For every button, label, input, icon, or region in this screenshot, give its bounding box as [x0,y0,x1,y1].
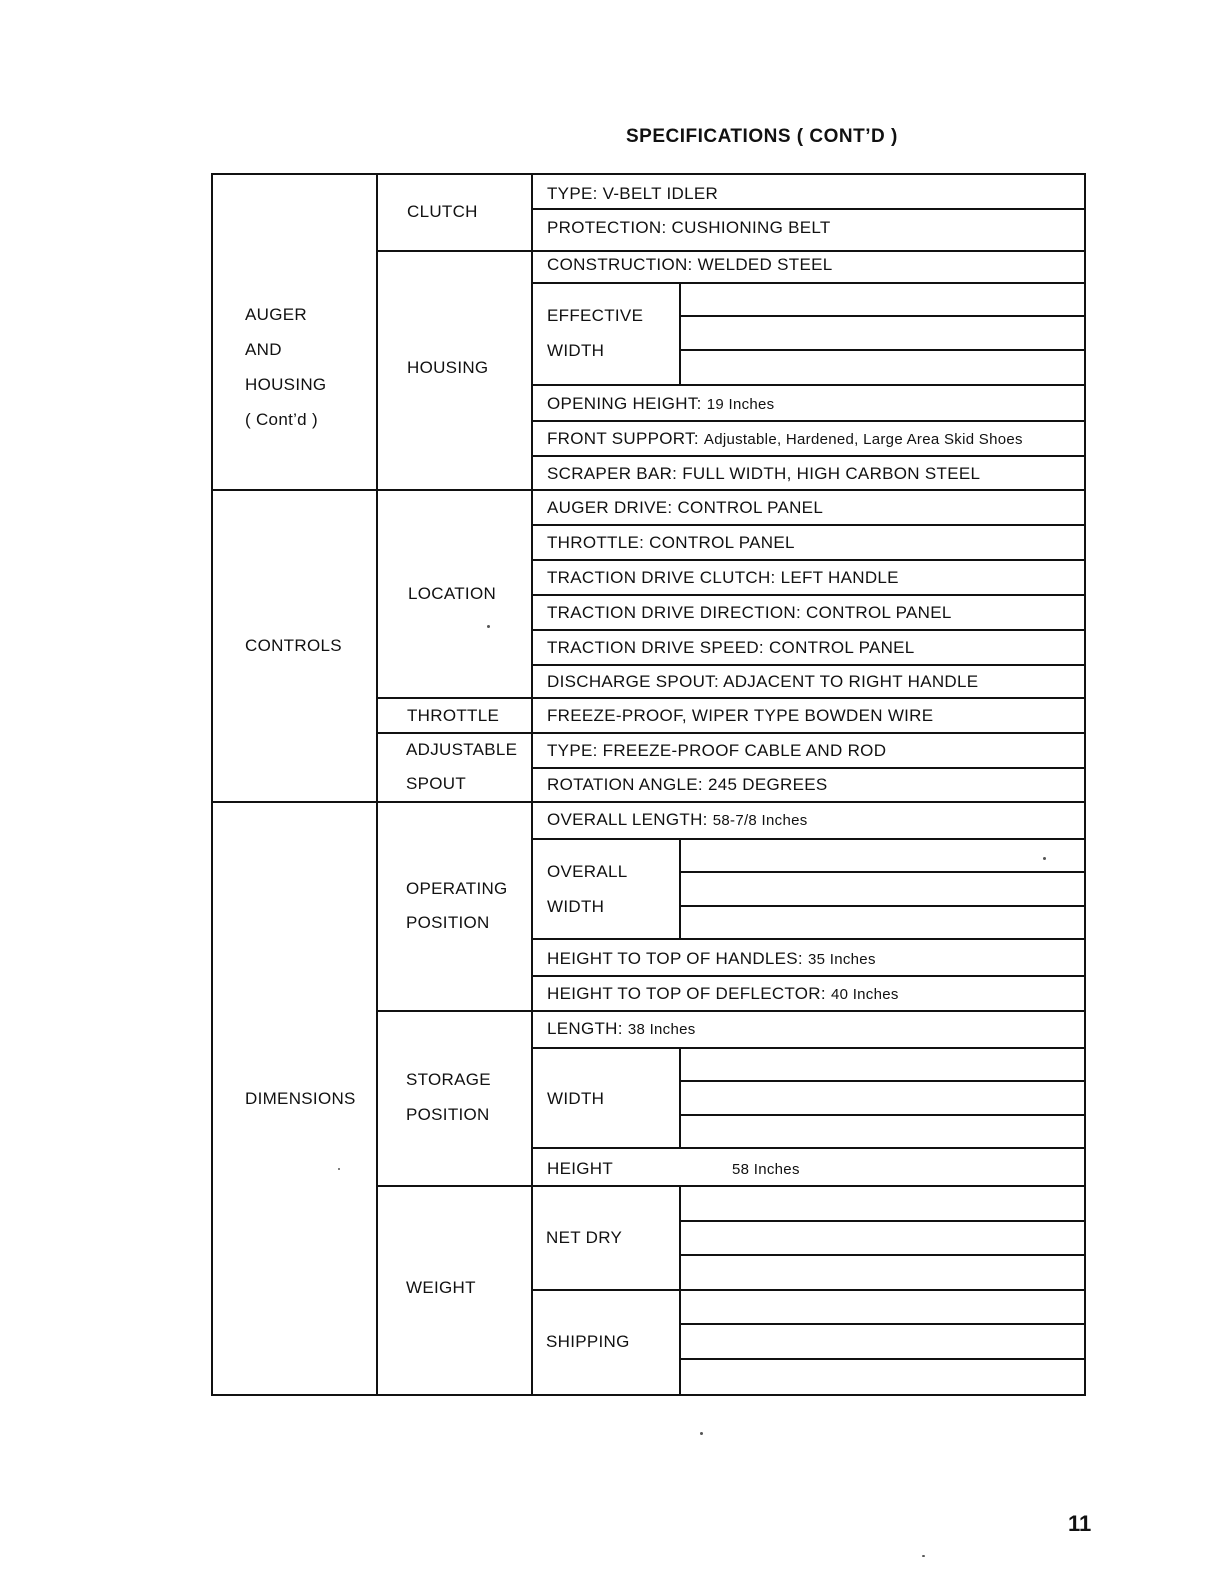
spec-height-handles [547,949,876,970]
spec-overall-length-value: 58-7/8 Inches [712,812,808,829]
subgroup-weight: WEIGHT [406,1278,476,1297]
spec-storage-length [547,1019,696,1040]
spec-shipping: SHIPPING [546,1332,630,1351]
group-label-contd: ( Cont’d ) [245,410,318,429]
subgroup-operating: OPERATING [406,879,508,898]
row-divider [531,594,1086,596]
row-divider [531,559,1086,561]
row-divider [679,871,1084,873]
spec-opening-height [547,394,774,415]
subgroup-location: LOCATION [408,584,497,603]
row-divider [679,1220,1084,1222]
row-divider [531,1047,1086,1049]
row-divider [531,838,1086,840]
spec-scraper-bar: SCRAPER BAR: FULL WIDTH, HIGH CARBON STEEL [547,464,981,483]
group-label-and: AND [245,340,282,359]
subgroup-divider-spout [376,732,1086,734]
subgroup-divider-weight [376,1185,1086,1187]
spec-height-deflector-value: 40 Inches [830,986,899,1003]
group-divider-controls [211,489,1086,491]
spec-overall-width: WIDTH [547,897,605,916]
subgroup-divider-housing [376,250,1086,252]
row-divider [531,524,1086,526]
row-divider [531,455,1086,457]
spec-height-deflector-label: HEIGHT TO TOP OF DEFLECTOR: [547,984,826,1003]
spec-discharge-spout: DISCHARGE SPOUT: ADJACENT TO RIGHT HANDLE [547,672,979,691]
row-divider [679,1358,1084,1360]
spec-storage-height-label: HEIGHT [547,1159,614,1178]
subgroup-clutch: CLUTCH [407,202,478,221]
spec-storage-length-label: LENGTH: [547,1019,623,1038]
spec-throttle-location: THROTTLE: CONTROL PANEL [547,533,795,552]
effective-width-divider [679,282,681,384]
row-divider [531,664,1086,666]
table-col-divider-2 [531,173,533,1396]
subgroup-storage-position: POSITION [406,1105,490,1124]
spec-height-deflector [547,984,899,1005]
group-label-controls: CONTROLS [245,636,342,655]
row-divider [531,629,1086,631]
row-divider [679,1080,1084,1082]
spec-height-handles-value: 35 Inches [808,951,876,968]
spec-storage-width: WIDTH [547,1089,605,1108]
spec-opening-height-label: OPENING HEIGHT: [547,394,702,413]
row-divider [679,1114,1084,1116]
row-divider [531,420,1086,422]
subgroup-divider-throttle [376,697,1086,699]
spec-spout-rotation: ROTATION ANGLE: 245 DEGREES [547,775,828,794]
spec-traction-direction: TRACTION DRIVE DIRECTION: CONTROL PANEL [547,603,952,622]
row-divider [679,1254,1084,1256]
row-divider [531,1147,1086,1149]
subgroup-spout: SPOUT [406,774,467,793]
row-divider [531,208,1086,210]
spec-overall-length [547,810,808,831]
row-divider [679,349,1084,351]
spec-auger-drive: AUGER DRIVE: CONTROL PANEL [547,498,824,517]
row-divider [531,1289,1086,1291]
spec-traction-clutch: TRACTION DRIVE CLUTCH: LEFT HANDLE [547,568,899,587]
overall-width-divider [679,838,681,938]
spec-front-support-label: FRONT SUPPORT: [547,429,699,448]
group-divider-dimensions [211,801,1086,803]
spec-overall-length-label: OVERALL LENGTH: [547,810,708,829]
row-divider [531,384,1086,386]
row-divider [679,315,1084,317]
subgroup-operating-position: POSITION [406,913,490,932]
spec-storage-length-value: 38 Inches [627,1021,696,1038]
spec-net-dry: NET DRY [546,1228,623,1247]
spec-traction-speed: TRACTION DRIVE SPEED: CONTROL PANEL [547,638,915,657]
spec-overall: OVERALL [547,862,628,881]
scan-speck [487,625,490,628]
group-label-auger: AUGER [245,305,307,324]
row-divider [531,975,1086,977]
group-label-dimensions: DIMENSIONS [245,1089,356,1108]
spec-effective-width: WIDTH [547,341,605,360]
scan-speck [700,1432,703,1435]
weight-divider [679,1185,681,1396]
page-title: SPECIFICATIONS ( CONT’D ) [626,126,898,147]
spec-front-support-value: Adjustable, Hardened, Large Area Skid Shoes [703,431,1023,448]
row-divider [531,938,1086,940]
spec-storage-height-value-text: 58 Inches [732,1161,800,1178]
spec-clutch-protection: PROTECTION: CUSHIONING BELT [547,218,831,237]
spec-storage-height-value [732,1159,800,1180]
subgroup-divider-storage [376,1010,1086,1012]
scan-speck [922,1555,925,1557]
table-col-divider-1 [376,173,378,1396]
spec-front-support [547,429,1023,450]
spec-opening-height-value: 19 Inches [706,396,775,413]
spec-spout-type: TYPE: FREEZE-PROOF CABLE AND ROD [547,741,887,760]
page-number: 11 [1068,1511,1092,1536]
spec-effective: EFFECTIVE [547,306,644,325]
row-divider [679,1323,1084,1325]
subgroup-throttle: THROTTLE [407,706,500,725]
spec-housing-construction: CONSTRUCTION: WELDED STEEL [547,255,833,274]
subgroup-adjustable: ADJUSTABLE [406,740,518,759]
spec-throttle-type: FREEZE-PROOF, WIPER TYPE BOWDEN WIRE [547,706,934,725]
subgroup-housing: HOUSING [407,358,489,377]
spec-clutch-type: TYPE: V-BELT IDLER [547,184,719,203]
group-label-housing: HOUSING [245,375,327,394]
storage-width-divider [679,1047,681,1147]
row-divider [531,282,1086,284]
scan-speck [1043,857,1046,860]
spec-height-handles-label: HEIGHT TO TOP OF HANDLES: [547,949,803,968]
row-divider [531,767,1086,769]
subgroup-storage: STORAGE [406,1070,491,1089]
row-divider [679,905,1084,907]
scan-speck [338,1168,340,1170]
